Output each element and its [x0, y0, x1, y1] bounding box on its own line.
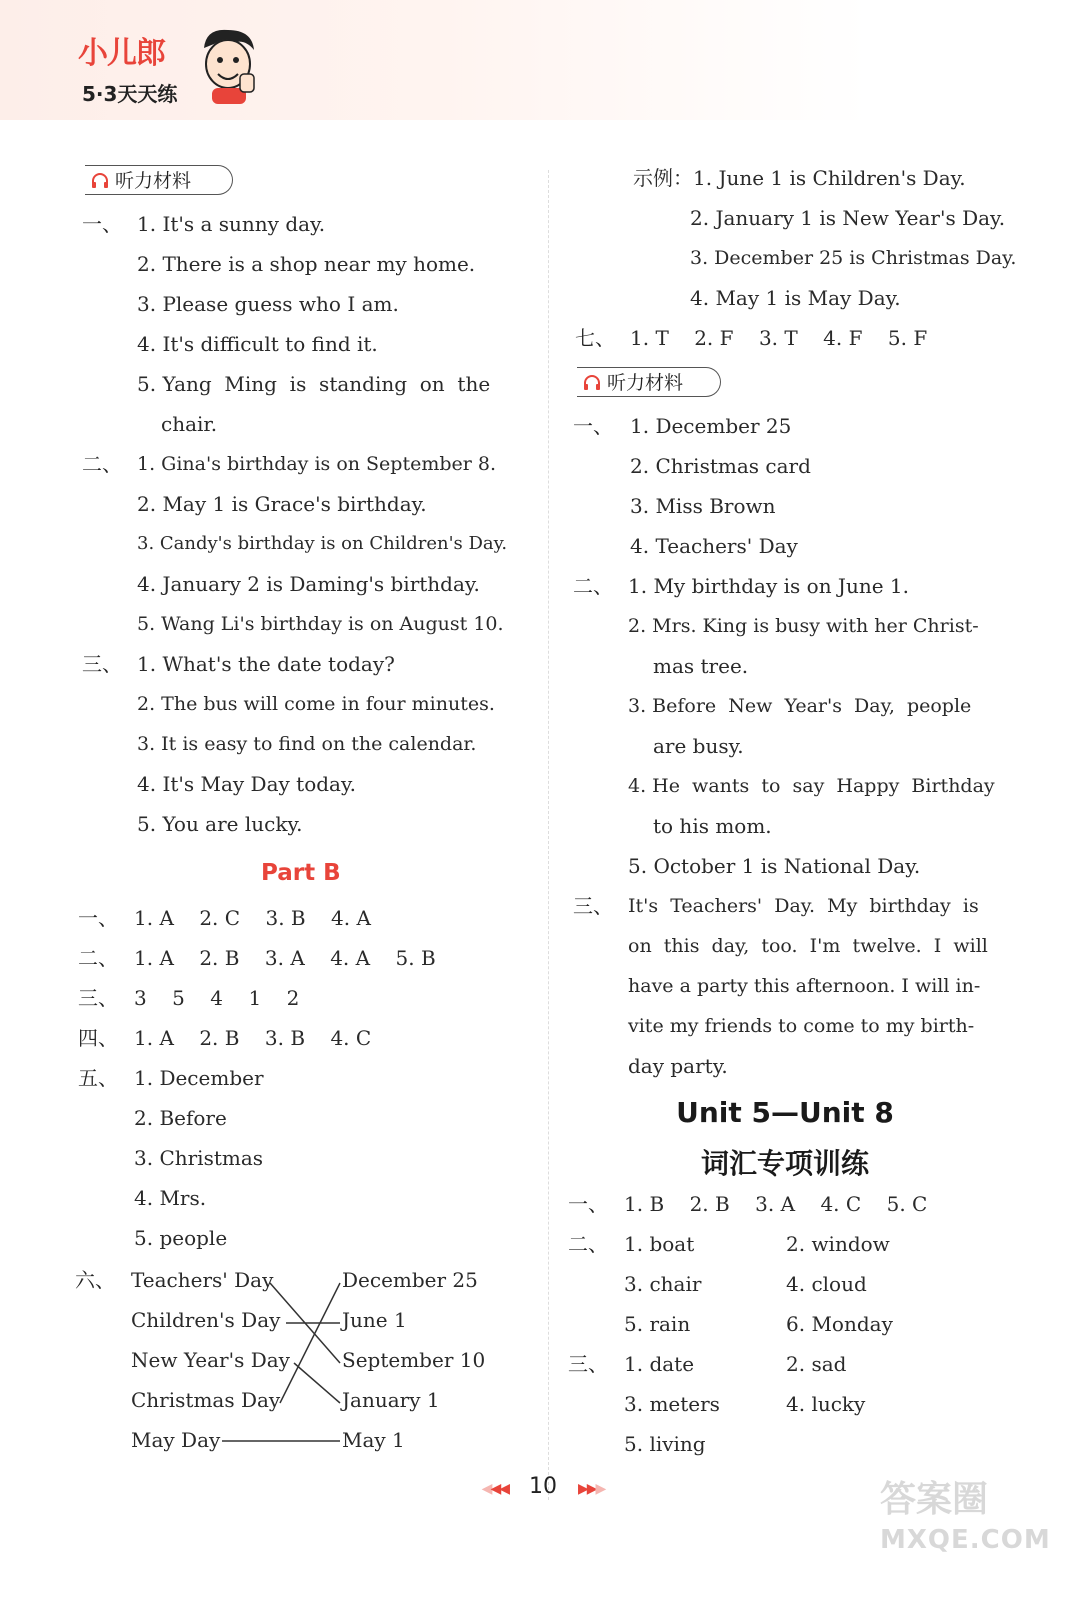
section-mark: 五、: [78, 1066, 118, 1090]
answer-cell: 5. rain: [624, 1312, 691, 1336]
watermark-top: 答案圈: [880, 1479, 989, 1520]
answer-line: 4. Teachers' Day: [630, 534, 798, 558]
answer-line: 3. It is easy to find on the calendar.: [137, 733, 477, 755]
answer-line: 1. T 2. F 3. T 4. F 5. F: [630, 326, 928, 350]
section-mark: 一、: [573, 414, 613, 438]
section-mark: 二、: [573, 574, 613, 598]
answer-line: 4. Mrs.: [134, 1186, 207, 1210]
answer-line: are busy.: [653, 734, 744, 758]
brand-series: 5·3天天练: [82, 82, 178, 106]
answer-cell: 3. meters: [624, 1392, 720, 1416]
answer-line: 3 5 4 1 2: [134, 986, 300, 1010]
passage-line: vite my friends to come to my birth-: [628, 1015, 975, 1037]
answer-line: 1. December: [134, 1066, 264, 1090]
column-divider: [548, 170, 549, 1500]
answer-cell: 1. boat: [624, 1232, 695, 1256]
match-left-item: May Day: [131, 1428, 221, 1452]
answer-line: 3. Candy's birthday is on Children's Day.: [137, 533, 508, 554]
answer-line: 2. The bus will come in four minutes.: [137, 693, 495, 715]
headphones-icon: [583, 374, 601, 392]
match-left-item: New Year's Day: [131, 1348, 290, 1372]
prev-arrow-icon: ◀◀: [490, 1481, 508, 1497]
page-number: 10: [529, 1474, 557, 1499]
section-mark: 一、: [78, 906, 118, 930]
answer-line: chair.: [161, 412, 218, 436]
answer-cell: 6. Monday: [786, 1312, 893, 1336]
section-mark: 七、: [575, 326, 615, 350]
answer-line: 3. Miss Brown: [630, 494, 776, 518]
answer-line: 2. Mrs. King is busy with her Christ-: [628, 615, 979, 637]
watermark-bottom: MXQE.COM: [880, 1525, 1051, 1555]
section-mark: 三、: [568, 1352, 608, 1376]
watermark: [880, 1480, 1051, 1560]
answer-cell: 4. lucky: [786, 1392, 866, 1416]
brand-title: 小儿郎: [78, 36, 165, 71]
answer-line: 1. What's the date today?: [137, 652, 395, 676]
answer-cell: 5. living: [624, 1432, 706, 1456]
prev-arrow-icon: ◀: [481, 1481, 491, 1497]
match-line: [294, 1363, 340, 1403]
answer-line: 5. people: [134, 1226, 228, 1250]
mascot-icon: [196, 26, 260, 106]
section-mark: 四、: [78, 1026, 118, 1050]
match-left-item: Teachers' Day: [131, 1268, 274, 1292]
listening-tag-label: 听力材料: [607, 372, 684, 394]
match-right-item: May 1: [342, 1428, 405, 1452]
passage-line: day party.: [628, 1054, 728, 1078]
answer-line: 3. December 25 is Christmas Day.: [690, 247, 1017, 269]
answer-cell: 2. window: [786, 1232, 890, 1256]
listening-tag: [577, 367, 721, 397]
section-mark: 一、: [82, 212, 122, 236]
answer-line: 2. May 1 is Grace's birthday.: [137, 492, 427, 516]
unit-subtitle: 词汇专项训练: [700, 1147, 869, 1180]
section-mark: 二、: [78, 946, 118, 970]
answer-line: 2. Christmas card: [630, 454, 811, 478]
match-right-item: June 1: [342, 1308, 407, 1332]
matching-lines: [210, 1265, 350, 1455]
listening-tag-label: 听力材料: [115, 170, 192, 192]
match-right-item: September 10: [342, 1348, 486, 1372]
answer-line: 4. It's May Day today.: [137, 772, 356, 796]
next-arrow-icon: ▶▶: [578, 1481, 596, 1497]
match-line: [280, 1283, 340, 1403]
answer-line: 5. Wang Li's birthday is on August 10.: [137, 613, 504, 635]
answer-line: 1. A 2. C 3. B 4. A: [134, 906, 371, 930]
answer-line: 3. Please guess who I am.: [137, 292, 399, 316]
section-mark: 六、: [75, 1268, 115, 1292]
next-arrow-icon: ▶: [595, 1481, 605, 1497]
match-right-item: January 1: [342, 1388, 440, 1412]
answer-line: 示例：1. June 1 is Children's Day.: [633, 166, 966, 190]
headphones-icon: [91, 172, 109, 190]
answer-cell: 2. sad: [786, 1352, 847, 1376]
answer-cell: 3. chair: [624, 1272, 702, 1296]
answer-line: to his mom.: [653, 814, 772, 838]
answer-line: 4. It's difficult to find it.: [137, 332, 378, 356]
answer-line: 2. Before: [134, 1106, 227, 1130]
listening-tag: [85, 165, 233, 195]
passage-line: on this day, too. I'm twelve. I will: [628, 935, 988, 957]
answer-cell: 1. date: [624, 1352, 695, 1376]
answer-line: 4. May 1 is May Day.: [690, 286, 901, 310]
section-mark: 一、: [568, 1192, 608, 1216]
answer-cell: 4. cloud: [786, 1272, 867, 1296]
section-mark: 三、: [573, 894, 613, 918]
part-b-heading: Part B: [261, 860, 341, 886]
answer-line: 5. You are lucky.: [137, 812, 303, 836]
answer-line: 1. B 2. B 3. A 4. C 5. C: [624, 1192, 928, 1216]
answer-line: mas tree.: [653, 654, 749, 678]
answer-line: 2. There is a shop near my home.: [137, 252, 476, 276]
answer-line: 2. January 1 is New Year's Day.: [690, 206, 1006, 230]
section-mark: 三、: [82, 652, 122, 676]
section-mark: 二、: [568, 1232, 608, 1256]
section-mark: 二、: [82, 452, 122, 476]
answer-line: 5. October 1 is National Day.: [628, 854, 921, 878]
answer-line: 1. December 25: [630, 414, 792, 438]
passage-line: It's Teachers' Day. My birthday is: [628, 895, 979, 917]
match-left-item: Children's Day: [131, 1308, 281, 1332]
answer-line: 1. My birthday is on June 1.: [628, 574, 909, 598]
answer-line: 1. A 2. B 3. B 4. C: [134, 1026, 372, 1050]
answer-line: 3. Christmas: [134, 1146, 264, 1170]
match-right-item: December 25: [342, 1268, 478, 1292]
section-mark: 三、: [78, 986, 118, 1010]
answer-line: 4. He wants to say Happy Birthday: [628, 775, 995, 797]
answer-line: 4. January 2 is Daming's birthday.: [137, 572, 480, 596]
answer-line: 5. Yang Ming is standing on the: [137, 372, 491, 396]
answer-line: 1. A 2. B 3. A 4. A 5. B: [134, 946, 436, 970]
answer-line: 1. Gina's birthday is on September 8.: [137, 453, 497, 475]
unit-title: Unit 5—Unit 8: [676, 1096, 894, 1129]
answer-line: 1. It's a sunny day.: [137, 212, 326, 236]
match-left-item: Christmas Day: [131, 1388, 281, 1412]
answer-line: 3. Before New Year's Day, people: [628, 695, 972, 717]
brand-logo: [78, 28, 268, 118]
passage-line: have a party this afternoon. I will in-: [628, 975, 981, 997]
